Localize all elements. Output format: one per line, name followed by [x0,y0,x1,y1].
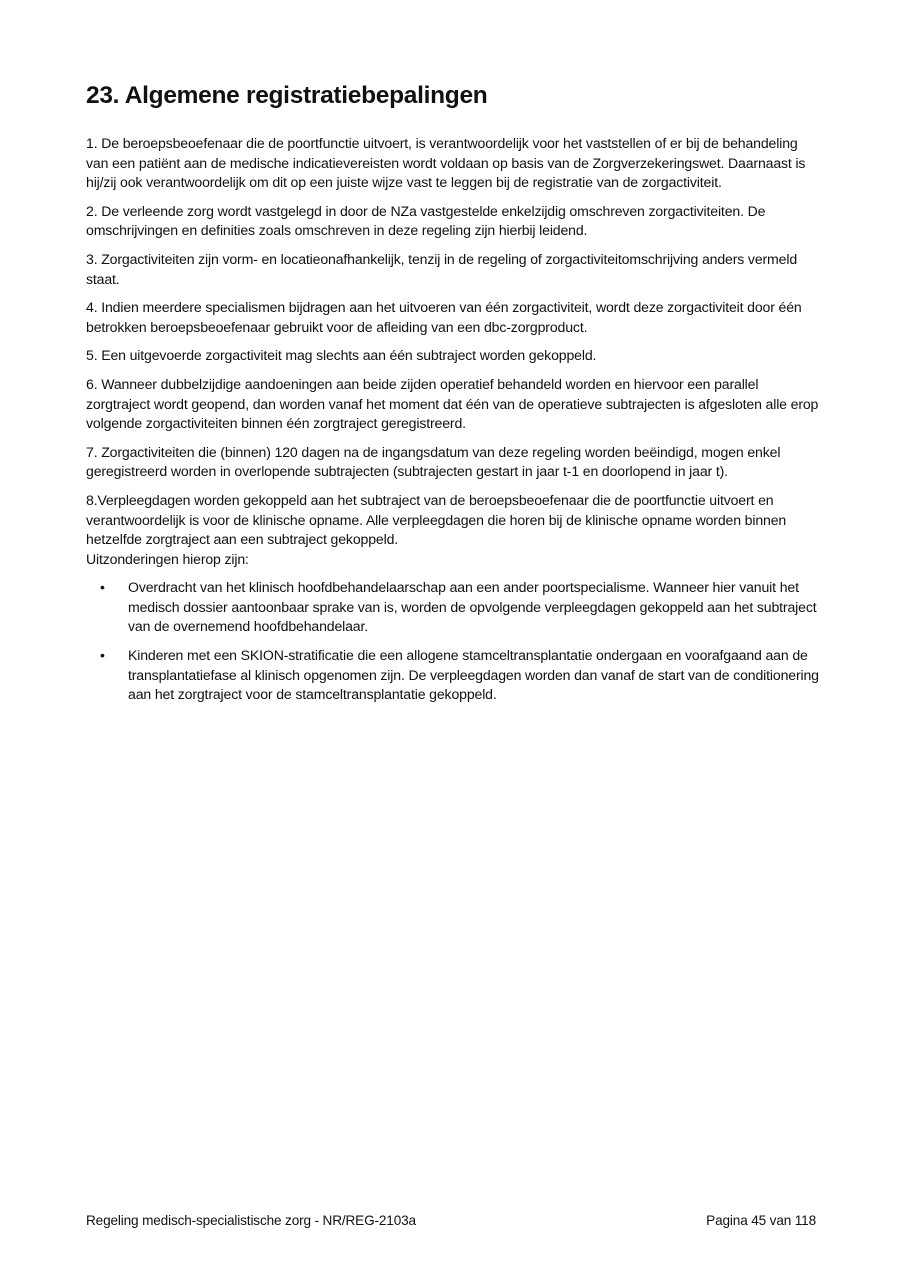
page-number: Pagina 45 van 118 [706,1213,816,1228]
footer-document-title: Regeling medisch-specialistische zorg - NR/REG-2103a [86,1213,416,1228]
paragraph-1: 1. De beroepsbeoefenaar die de poortfunctie uitvoert, is verantwoordelijk voor het vaststellen of er bij de behandeling van een patiënt aan de medische indicatievereisten wordt voldaan op basis van de Zorgverzekeringswet. Daarnaast is hij/zij ook verantwoordelijk om dit op een juiste wijze vast te leggen bij de registratie van de zorgactiviteit. [86,135,806,191]
paragraph-7: 7. Zorgactiviteiten die (binnen) 120 dagen na de ingangsdatum van deze regeling worden beëindigd, mogen enkel geregistreerd worden in overlopende subtrajecten (subtrajecten gestart in jaar t-1 en doorlopend in jaar t). [86,443,781,480]
exceptions-list [86,578,821,705]
paragraph-6: 6. Wanneer dubbelzijdige aandoeningen aan beide zijden operatief behandeld worden en hiervoor een parallel zorgtraject wordt geopend, dan worden vanaf het moment dat één van de operatieve subtrajecten is afgesloten alle erop volgende zorgactiviteiten binnen één zorgtraject geregistreerd. [86,375,819,432]
page-footer [86,1213,816,1228]
list-item-text: Overdracht van het klinisch hoofdbehandelaarschap aan een ander poortspecialisme. Wanneer hier vanuit het medisch dossier aantoonbaar sprake van is, worden de opvolgende verpleegdagen gekoppeld aan het subtraject van de overnemend hoofdbehandelaar. [128,579,817,635]
section-body [86,134,821,714]
section-heading: 23. Algemene registratiebepalingen [86,82,488,109]
list-item [86,578,821,637]
bullet-icon: • [100,647,105,664]
exceptions-intro: Uitzonderingen hierop zijn: [86,550,249,567]
paragraph-2: 2. De verleende zorg wordt vastgelegd in door de NZa vastgestelde enkelzijdig omschreven zorgactiviteiten. De omschrijvingen en definities zoals omschreven in deze regeling zijn hierbij leidend. [86,202,766,239]
paragraph-4: 4. Indien meerdere specialismen bijdragen aan het uitvoeren van één zorgactiviteit, wordt deze zorgactiviteit door één betrokken beroepsbeoefenaar gebruikt voor de afleiding van een dbc-zorgproduct. [86,299,802,335]
list-item [86,646,821,705]
list-item-text: Kinderen met een SKION-stratificatie die een allogene stamceltransplantatie ondergaan en voorafgaand aan de transplantatiefase al klinisch opgenomen zijn. De verpleegdagen worden dan vanaf de start van de conditionering aan het zorgtraject voor de stamceltransplantatie gekoppeld. [128,647,819,703]
paragraph-3: 3. Zorgactiviteiten zijn vorm- en locatieonafhankelijk, tenzij in de regeling of zorgactiviteitomschrijving anders vermeld staat. [86,250,798,287]
bullet-icon: • [100,579,105,596]
paragraph-8: 8.Verpleegdagen worden gekoppeld aan het subtraject van de beroepsbeoefenaar die de poortfunctie uitvoert en verantwoordelijk is voor de klinische opname. Alle verpleegdagen die horen bij de klinische opname worden binnen hetzelfde zorgtraject aan een subtraject gekoppeld. [86,491,787,548]
paragraph-5: 5. Een uitgevoerde zorgactiviteit mag slechts aan één subtraject worden gekoppeld. [86,347,597,364]
